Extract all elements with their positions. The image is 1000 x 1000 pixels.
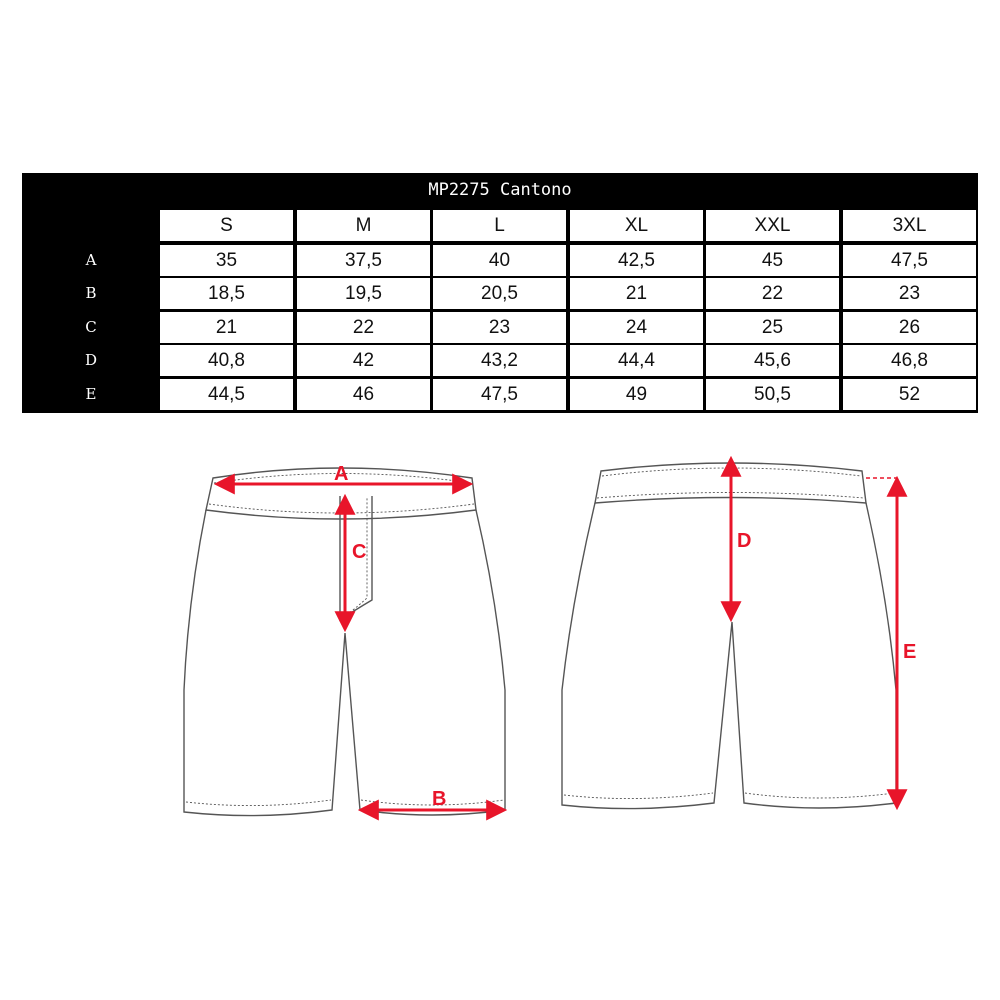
table-cell: 22 — [706, 278, 839, 309]
label-e: E — [903, 641, 917, 663]
row-label: C — [85, 318, 97, 336]
table-cell: 21 — [160, 312, 293, 343]
table-cell: 49 — [570, 379, 703, 410]
table-cell: 47,5 — [843, 245, 976, 276]
table-title: MP2275 Cantono — [428, 180, 572, 200]
size-header-cell: L — [433, 210, 566, 241]
size-header-cell: M — [297, 210, 430, 241]
shorts-measurement-diagram — [0, 440, 1000, 860]
size-header-cell: XXL — [706, 210, 839, 241]
table-cell: 42,5 — [570, 245, 703, 276]
table-cell: 44,4 — [570, 345, 703, 376]
label-d: D — [737, 530, 752, 552]
row-label: E — [85, 385, 97, 403]
table-cell: 20,5 — [433, 278, 566, 309]
table-cell: 19,5 — [297, 278, 430, 309]
table-cell: 25 — [706, 312, 839, 343]
table-cell: 21 — [570, 278, 703, 309]
row-label: B — [85, 284, 97, 302]
table-cell: 35 — [160, 245, 293, 276]
table-cell: 50,5 — [706, 379, 839, 410]
table-cell: 45 — [706, 245, 839, 276]
table-cell: 45,6 — [706, 345, 839, 376]
table-cell: 40,8 — [160, 345, 293, 376]
label-a: A — [334, 463, 349, 485]
size-header-cell: S — [160, 210, 293, 241]
table-cell: 23 — [843, 278, 976, 309]
table-cell: 43,2 — [433, 345, 566, 376]
size-chart-table — [22, 173, 978, 413]
table-cell: 40 — [433, 245, 566, 276]
table-cell: 44,5 — [160, 379, 293, 410]
table-cell: 46 — [297, 379, 430, 410]
table-cell: 23 — [433, 312, 566, 343]
table-cell: 47,5 — [433, 379, 566, 410]
table-cell: 37,5 — [297, 245, 430, 276]
table-cell: 24 — [570, 312, 703, 343]
table-cell: 46,8 — [843, 345, 976, 376]
size-header-cell: 3XL — [843, 210, 976, 241]
table-cell: 42 — [297, 345, 430, 376]
label-c: C — [352, 541, 367, 563]
shorts-back-view — [562, 463, 896, 809]
table-cell: 26 — [843, 312, 976, 343]
label-b: B — [432, 788, 447, 810]
row-label: A — [85, 251, 97, 269]
table-cell: 18,5 — [160, 278, 293, 309]
table-cell: 52 — [843, 379, 976, 410]
row-label: D — [84, 351, 98, 369]
table-cell: 22 — [297, 312, 430, 343]
size-header-cell: XL — [570, 210, 703, 241]
